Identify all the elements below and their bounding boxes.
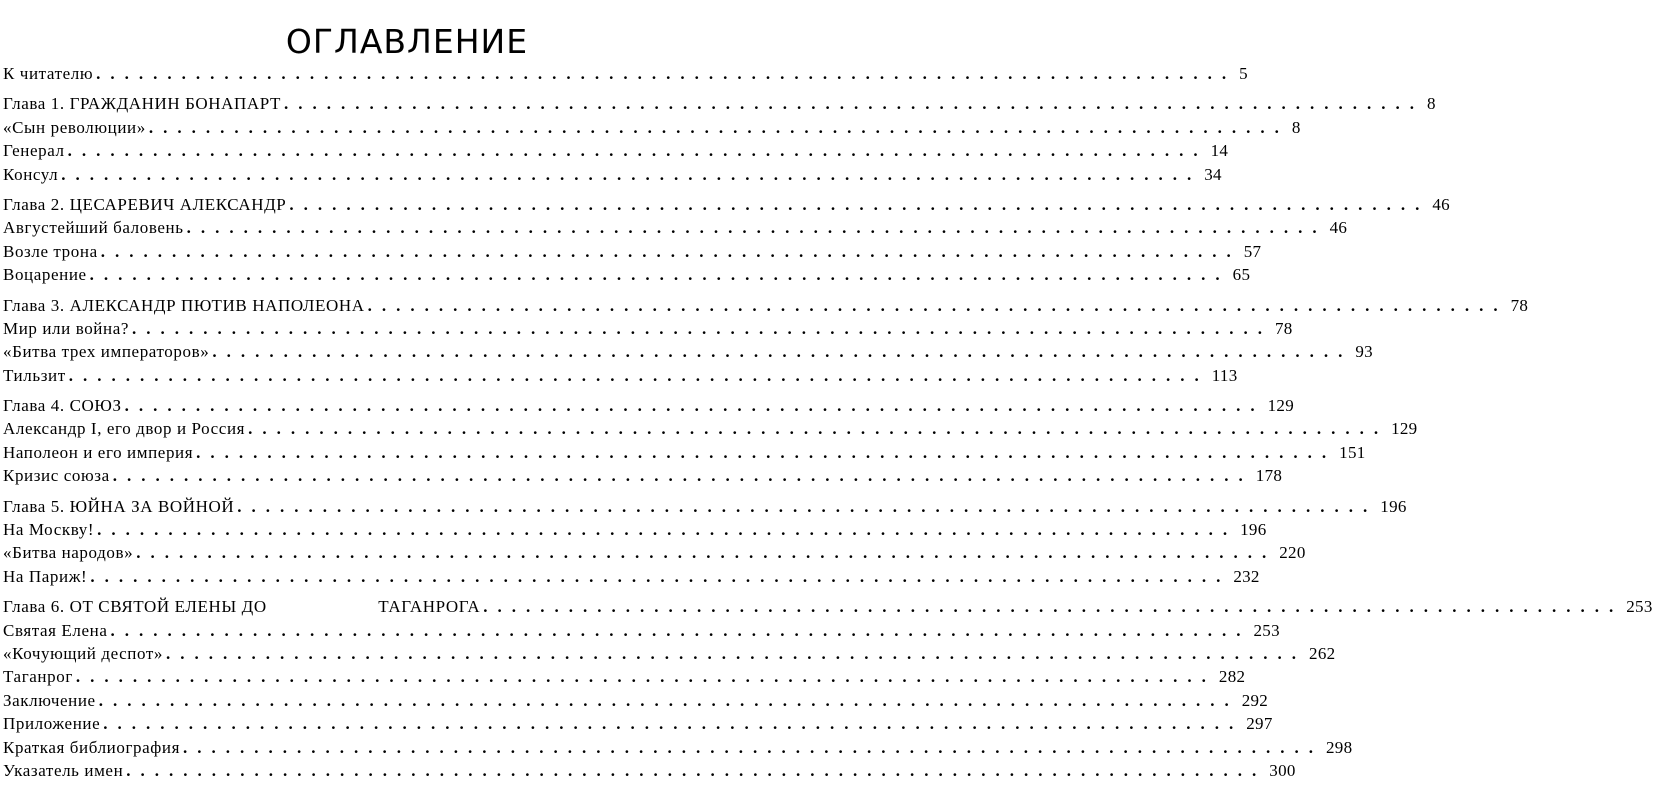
dot-leader: ................................................................................ <box>67 141 1208 161</box>
toc-entry-title: Краткая библиография <box>3 737 180 757</box>
toc-entry-title: Августейший баловень <box>3 218 184 238</box>
toc-entry <box>3 712 1273 735</box>
page-title: ОГЛАВЛЕНИЕ <box>285 22 529 62</box>
toc-entry-title: Воцарение <box>3 265 87 285</box>
toc-section <box>3 595 1653 782</box>
toc-entry <box>3 394 1294 417</box>
toc-entry <box>3 240 1262 263</box>
toc-entry-page: 46 <box>1329 218 1348 238</box>
toc-entry-title: Тильзит <box>3 365 66 385</box>
toc-entry-title: Глава 1. ГРАЖДАНИН БОНАПАРТ <box>3 94 282 114</box>
dot-leader: ................................................................................ <box>186 218 1327 238</box>
dot-leader: ................................................................................ <box>97 520 1238 540</box>
toc-entry-page: 8 <box>1427 94 1436 114</box>
dot-leader: ................................................................................ <box>483 597 1624 617</box>
toc-entry-title: Александр I, его двор и Россия <box>3 419 246 439</box>
toc-entry <box>3 736 1353 759</box>
dot-leader: ................................................................................ <box>148 117 1289 137</box>
toc-section <box>3 193 1450 287</box>
toc-entry-page: 151 <box>1339 442 1366 462</box>
toc-section <box>3 62 1248 85</box>
toc-entry-page: 178 <box>1255 466 1283 486</box>
toc-entry-title: К читателю <box>3 64 94 83</box>
toc-entry <box>3 62 1248 85</box>
toc-entry-title: Возле трона <box>3 241 98 261</box>
toc-entry-page: 129 <box>1391 419 1418 439</box>
toc-entry <box>3 92 1436 115</box>
toc-entry <box>3 759 1296 782</box>
toc-entry-page: 78 <box>1510 295 1529 315</box>
toc-entry-title: «Битва народов» <box>3 543 134 563</box>
toc-entry <box>3 642 1336 665</box>
toc-entry-title: Глава 2. ЦЕСАРЕВИЧ АЛЕКСАНДР <box>3 194 287 214</box>
dot-leader: ................................................................................ <box>100 241 1241 261</box>
toc-entry <box>3 595 1653 618</box>
toc-entry <box>3 364 1238 387</box>
toc-entry-title: Приложение <box>3 714 101 734</box>
dot-leader: ................................................................................ <box>212 342 1353 362</box>
toc-entry-page: 5 <box>1239 64 1248 83</box>
dot-leader: ................................................................................ <box>132 318 1272 338</box>
toc-entry-title: Глава 6. ОТ СВЯТОЙ ЕЛЕНЫ ДО ТАГАНРОГА <box>3 597 481 617</box>
dot-leader: ................................................................................ <box>284 94 1425 114</box>
dot-leader: ................................................................................ <box>126 760 1267 780</box>
toc-entry-page: 196 <box>1240 520 1267 540</box>
dot-leader: ................................................................................ <box>166 643 1307 663</box>
toc-entry <box>3 518 1267 541</box>
toc-entry <box>3 116 1301 139</box>
dot-leader: ................................................................................ <box>124 396 1265 416</box>
toc-entry-title: Мир или война? <box>3 318 129 338</box>
toc-entry-title: Таганрог <box>3 667 73 687</box>
toc-entry-page: 297 <box>1246 714 1273 734</box>
dot-leader: ................................................................................ <box>89 265 1230 285</box>
toc-entry <box>3 665 1246 688</box>
dot-leader: ................................................................................ <box>90 566 1231 586</box>
toc-entry-title: Генерал <box>3 141 65 161</box>
toc-entry-page: 220 <box>1279 543 1306 563</box>
toc-entry <box>3 495 1407 518</box>
toc-entry-page: 129 <box>1267 396 1294 416</box>
toc-entry-page: 57 <box>1243 241 1262 261</box>
toc-entry-title: Указатель имен <box>3 760 124 780</box>
toc-section <box>3 394 1418 488</box>
toc-entry-page: 46 <box>1432 194 1450 214</box>
toc-entry <box>3 263 1251 286</box>
toc-entry-page: 232 <box>1233 566 1260 586</box>
toc-entry-title: Глава 5. ЮЙНА ЗА ВОЙНОЙ <box>3 496 235 516</box>
toc-entry-page: 253 <box>1626 597 1653 617</box>
toc-entry-title: Кризис союза <box>3 466 110 486</box>
toc-section <box>3 92 1436 186</box>
toc-entry-page: 298 <box>1326 737 1353 757</box>
toc-section <box>3 495 1407 589</box>
table-of-contents <box>3 62 1653 789</box>
toc-entry-title: «Битва трех императоров» <box>3 342 210 362</box>
dot-leader: ................................................................................ <box>68 365 1209 385</box>
toc-entry-page: 65 <box>1232 265 1251 285</box>
toc-entry-page: 34 <box>1204 164 1222 184</box>
toc-entry <box>3 417 1418 440</box>
toc-entry-title: На Москву! <box>3 520 95 540</box>
dot-leader: ................................................................................ <box>196 442 1337 462</box>
toc-entry-page: 78 <box>1275 318 1293 338</box>
toc-entry <box>3 163 1222 186</box>
toc-entry-title: На Париж! <box>3 566 88 586</box>
toc-entry <box>3 464 1283 487</box>
toc-entry-title: Консул <box>3 164 59 184</box>
dot-leader: ................................................................................ <box>183 737 1323 757</box>
dot-leader: ................................................................................ <box>98 690 1239 710</box>
toc-entry-page: 282 <box>1218 667 1246 687</box>
dot-leader: ................................................................................ <box>75 667 1216 687</box>
toc-entry-title: Наполеон и его империя <box>3 442 194 462</box>
toc-section <box>3 294 1529 388</box>
toc-entry-page: 196 <box>1380 496 1407 516</box>
toc-entry-page: 14 <box>1210 141 1229 161</box>
dot-leader: ................................................................................ <box>289 194 1430 214</box>
dot-leader: ................................................................................ <box>96 64 1237 83</box>
toc-entry <box>3 294 1529 317</box>
toc-entry <box>3 193 1450 216</box>
toc-entry <box>3 619 1280 642</box>
toc-entry-page: 262 <box>1309 643 1336 663</box>
toc-entry-page: 113 <box>1211 365 1238 385</box>
dot-leader: ................................................................................ <box>248 419 1389 439</box>
toc-entry <box>3 340 1373 363</box>
toc-entry-page: 292 <box>1241 690 1269 710</box>
dot-leader: ................................................................................ <box>237 496 1378 516</box>
toc-entry-title: Глава 4. СОЮЗ <box>3 396 122 416</box>
toc-entry <box>3 565 1260 588</box>
dot-leader: ................................................................................ <box>367 295 1508 315</box>
dot-leader: ................................................................................ <box>110 620 1251 640</box>
toc-entry-page: 93 <box>1355 342 1373 362</box>
toc-entry-page: 8 <box>1291 117 1301 137</box>
toc-entry <box>3 139 1229 162</box>
toc-entry-title: Святая Елена <box>3 620 108 640</box>
dot-leader: ................................................................................ <box>61 164 1202 184</box>
dot-leader: ................................................................................ <box>112 466 1253 486</box>
dot-leader: ................................................................................ <box>103 714 1244 734</box>
toc-entry-title: Глава 3. АЛЕКСАНДР ПЮТИВ НАПОЛЕОНА <box>3 295 365 315</box>
toc-entry-page: 253 <box>1253 620 1280 640</box>
toc-entry-title: «Сын революции» <box>3 117 146 137</box>
toc-entry <box>3 441 1366 464</box>
toc-entry <box>3 541 1306 564</box>
toc-entry <box>3 317 1293 340</box>
toc-entry-title: «Кочующий деспот» <box>3 643 164 663</box>
toc-entry-page: 300 <box>1269 760 1296 780</box>
toc-entry-title: Заключение <box>3 690 96 710</box>
dot-leader: ................................................................................ <box>136 543 1277 563</box>
toc-entry <box>3 689 1269 712</box>
toc-entry <box>3 216 1348 239</box>
